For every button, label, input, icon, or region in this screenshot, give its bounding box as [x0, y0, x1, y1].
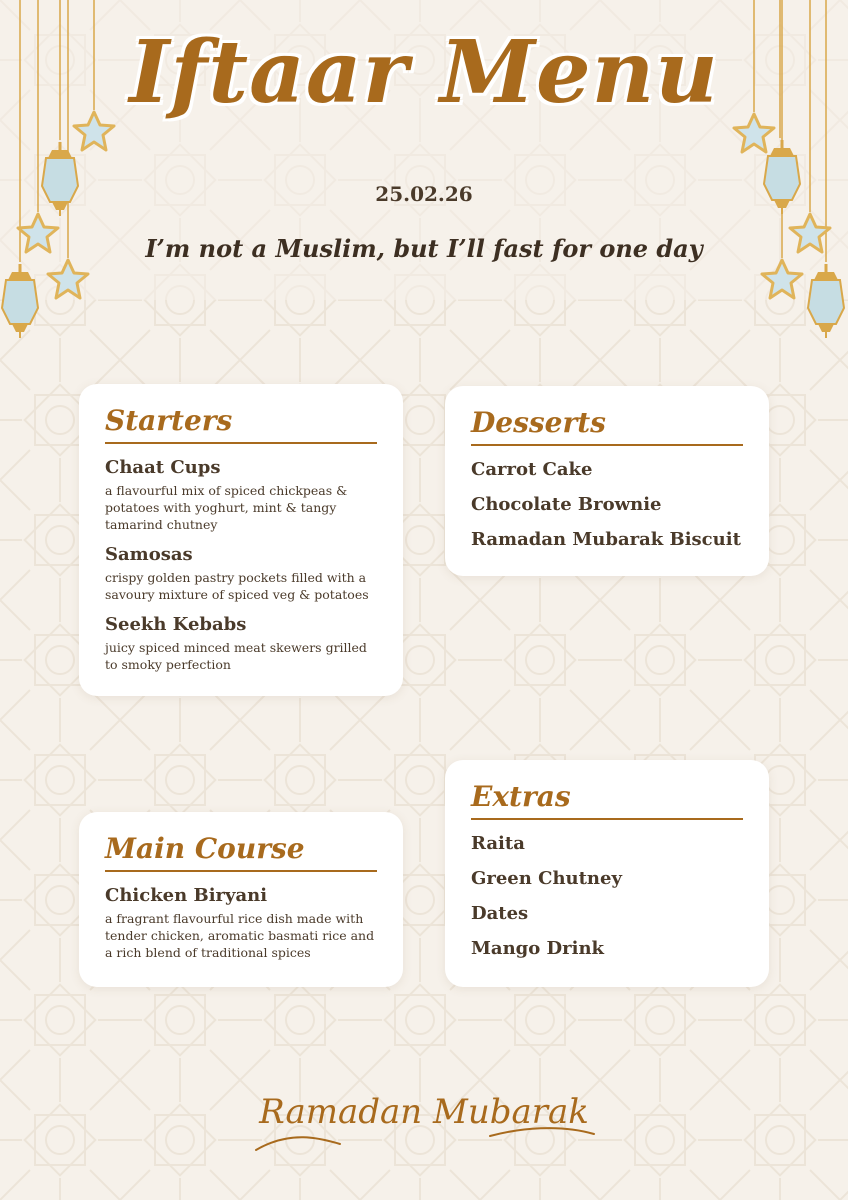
item-name: Samosas [105, 544, 193, 565]
menu-item [105, 456, 377, 533]
hanging-star-icon [48, 260, 88, 298]
menu-item: Chocolate Brownie [471, 494, 662, 515]
item-name: Chaat Cups [105, 457, 221, 478]
divider [105, 442, 377, 444]
item-name: Seekh Kebabs [105, 614, 247, 635]
menu-item: Green Chutney [471, 868, 622, 889]
item-description: a fragrant flavourful rice dish made with tender chicken, aromatic basmati rice and a rich blend of traditional spices [105, 911, 375, 960]
divider [471, 444, 743, 446]
menu-item: Ramadan Mubarak Biscuit [471, 529, 741, 550]
hanging-lantern-icon [808, 264, 844, 338]
hanging-lantern-icon [2, 264, 38, 338]
page-title: Iftaar Menu [129, 22, 719, 123]
section-title: Extras [471, 780, 571, 813]
item-description: crispy golden pastry pockets filled with a savoury mixture of spiced veg & potatoes [105, 570, 369, 602]
menu-item [105, 613, 377, 673]
desserts-card [445, 386, 769, 576]
ramadan-mubarak-script: Ramadan Mubarak [259, 1092, 589, 1132]
menu-item: Raita [471, 833, 525, 854]
main-course-card [79, 812, 403, 987]
divider [105, 870, 377, 872]
menu-item: Dates [471, 903, 529, 924]
item-description: juicy spiced minced meat skewers grilled to smoky perfection [105, 640, 367, 672]
menu-item: Carrot Cake [471, 459, 593, 480]
menu-item [105, 884, 377, 961]
section-title: Desserts [471, 406, 606, 439]
section-title: Starters [105, 404, 233, 437]
starters-card [79, 384, 403, 696]
menu-item: Mango Drink [471, 938, 605, 959]
section-title: Main Course [105, 832, 305, 865]
extras-card [445, 760, 769, 987]
menu-item [105, 543, 377, 603]
item-name: Chicken Biryani [105, 885, 268, 906]
item-description: a flavourful mix of spiced chickpeas & potatoes with yoghurt, mint & tangy tamarind chutney [105, 483, 348, 532]
menu-date: 25.02.26 [375, 182, 473, 206]
divider [471, 818, 743, 820]
hanging-star-icon [762, 260, 802, 298]
tagline: I’m not a Muslim, but I’ll fast for one day [145, 234, 703, 263]
